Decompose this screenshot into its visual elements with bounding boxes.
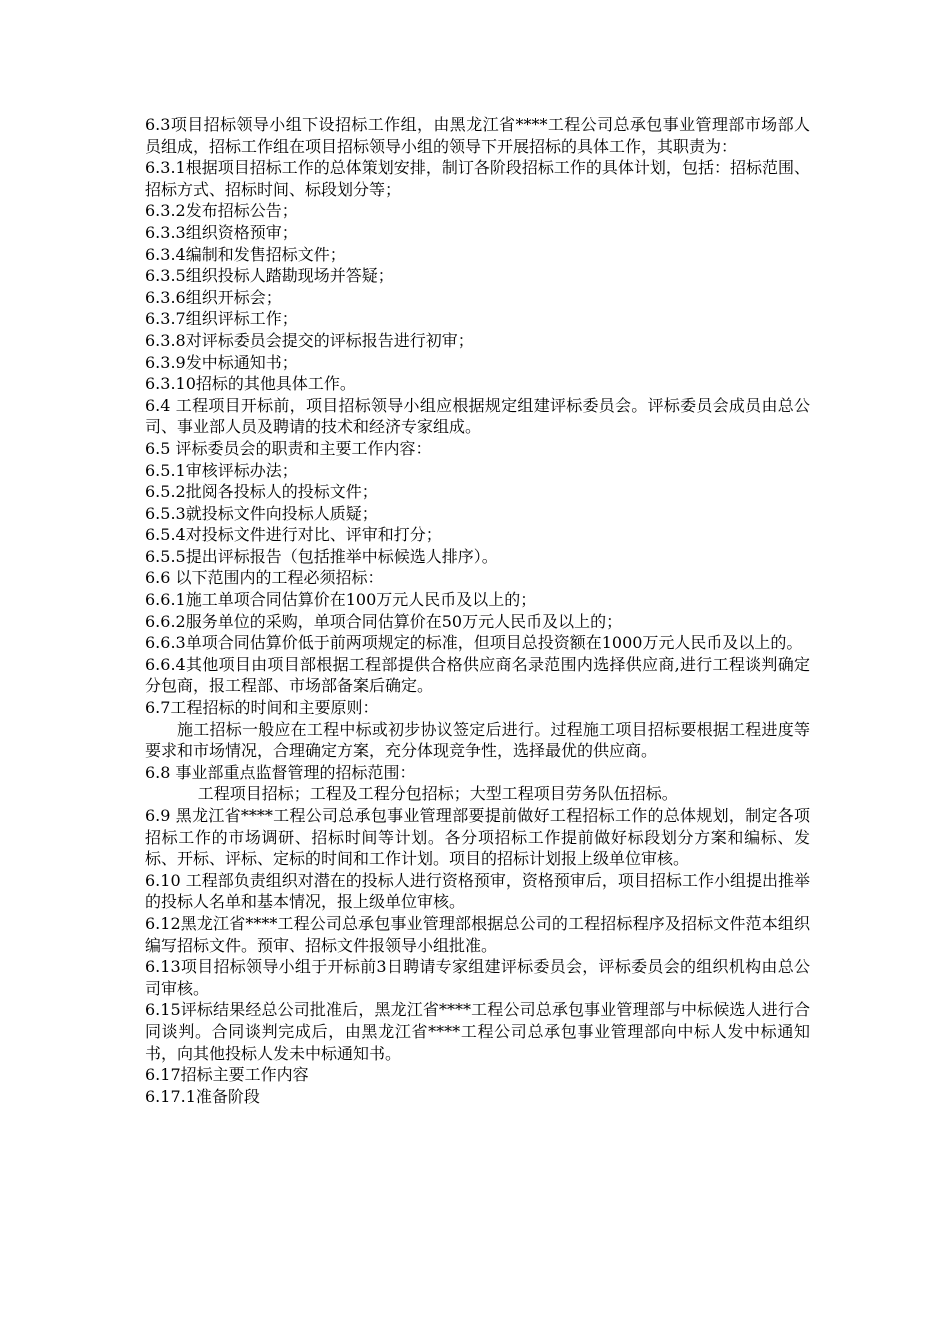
paragraph: 6.6.1施工单项合同估算价在100万元人民币及以上的；	[145, 590, 537, 610]
paragraph: 6.3.5组织投标人踏勘现场并答疑；	[145, 266, 394, 286]
paragraph: 6.3.2发布招标公告；	[145, 201, 298, 221]
paragraph: 6.3.10招标的其他具体工作。	[145, 374, 356, 394]
paragraph: 6.4 工程项目开标前，项目招标领导小组应根据规定组建评标委员会。评标委员会成员由总公司、事业部人员及聘请的技术和经济专家组成。	[145, 395, 810, 437]
document-body	[145, 114, 810, 1107]
paragraph: 6.8 事业部重点监督管理的招标范围：	[145, 762, 416, 782]
paragraph: 6.9 黑龙江省****工程公司总承包事业管理部要提前做好工程招标工作的总体规划，制定各项招标工作的市场调研、招标时间等计划。各分项招标工作提前做好标段划分方案和编标、发标、开标、评标、定标的时间和工作计划。项目的招标计划报上级单位审核。	[145, 806, 810, 869]
paragraph: 6.3.7组织评标工作；	[145, 309, 298, 329]
paragraph: 6.12黑龙江省****工程公司总承包事业管理部根据总公司的工程招标程序及招标文件范本组织编写招标文件。预审、招标文件报领导小组批准。	[145, 913, 810, 955]
paragraph: 6.5 评标委员会的职责和主要工作内容：	[145, 438, 432, 458]
paragraph: 6.3.4编制和发售招标文件；	[145, 244, 346, 264]
paragraph: 6.6.3单项合同估算价低于前两项规定的标准，但项目总投资额在1000万元人民币及以上的。	[145, 633, 803, 653]
paragraph: 6.3.3组织资格预审；	[145, 222, 298, 242]
paragraph: 6.3.1根据项目招标工作的总体策划安排，制订各阶段招标工作的具体计划，包括：招标范围、招标方式、招标时间、标段划分等；	[145, 158, 810, 199]
paragraph: 6.3.8对评标委员会提交的评标报告进行初审；	[145, 330, 474, 350]
paragraph: 6.5.2批阅各投标人的投标文件；	[145, 482, 378, 502]
paragraph: 6.17招标主要工作内容	[145, 1065, 309, 1085]
paragraph: 施工招标一般应在工程中标或初步协议签定后进行。过程施工项目招标要根据工程进度等要求和市场情况，合理确定方案，充分体现竞争性，选择最优的供应商。	[145, 719, 810, 761]
paragraph: 6.5.3就投标文件向投标人质疑；	[145, 503, 378, 523]
paragraph: 6.6.2服务单位的采购，单项合同估算价在50万元人民币及以上的；	[145, 611, 623, 631]
paragraph: 6.6.4其他项目由项目部根据工程部提供合格供应商名录范围内选择供应商,进行工程谈判确定分包商，报工程部、市场部备案后确定。	[145, 654, 810, 696]
paragraph: 6.13项目招标领导小组于开标前3日聘请专家组建评标委员会，评标委员会的组织机构由总公司审核。	[145, 957, 810, 998]
paragraph: 6.7工程招标的时间和主要原则：	[145, 698, 379, 718]
paragraph: 6.3项目招标领导小组下设招标工作组，由黑龙江省****工程公司总承包事业管理部市场部人员组成，招标工作组在项目招标领导小组的领导下开展招标的具体工作，其职责为：	[145, 115, 810, 156]
paragraph: 6.15评标结果经总公司批准后，黑龙江省****工程公司总承包事业管理部与中标候选人进行合同谈判。合同谈判完成后，由黑龙江省****工程公司总承包事业管理部向中标人发中标通知书，向其他投标人发未中标通知书。	[145, 1000, 810, 1063]
paragraph: 6.5.5提出评标报告（包括推举中标候选人排序）。	[145, 546, 498, 566]
paragraph: 6.5.4对投标文件进行对比、评审和打分；	[145, 525, 442, 545]
paragraph: 6.10 工程部负责组织对潜在的投标人进行资格预审，资格预审后，项目招标工作小组提出推举的投标人名单和基本情况，报上级单位审核。	[145, 870, 810, 912]
paragraph: 6.17.1准备阶段	[145, 1086, 260, 1106]
paragraph: 6.5.1审核评标办法；	[145, 460, 298, 480]
paragraph: 6.3.6组织开标会；	[145, 287, 282, 307]
paragraph: 工程项目招标；工程及工程分包招标；大型工程项目劳务队伍招标。	[197, 784, 678, 804]
paragraph: 6.6 以下范围内的工程必须招标：	[145, 568, 384, 588]
paragraph: 6.3.9发中标通知书；	[145, 352, 298, 372]
